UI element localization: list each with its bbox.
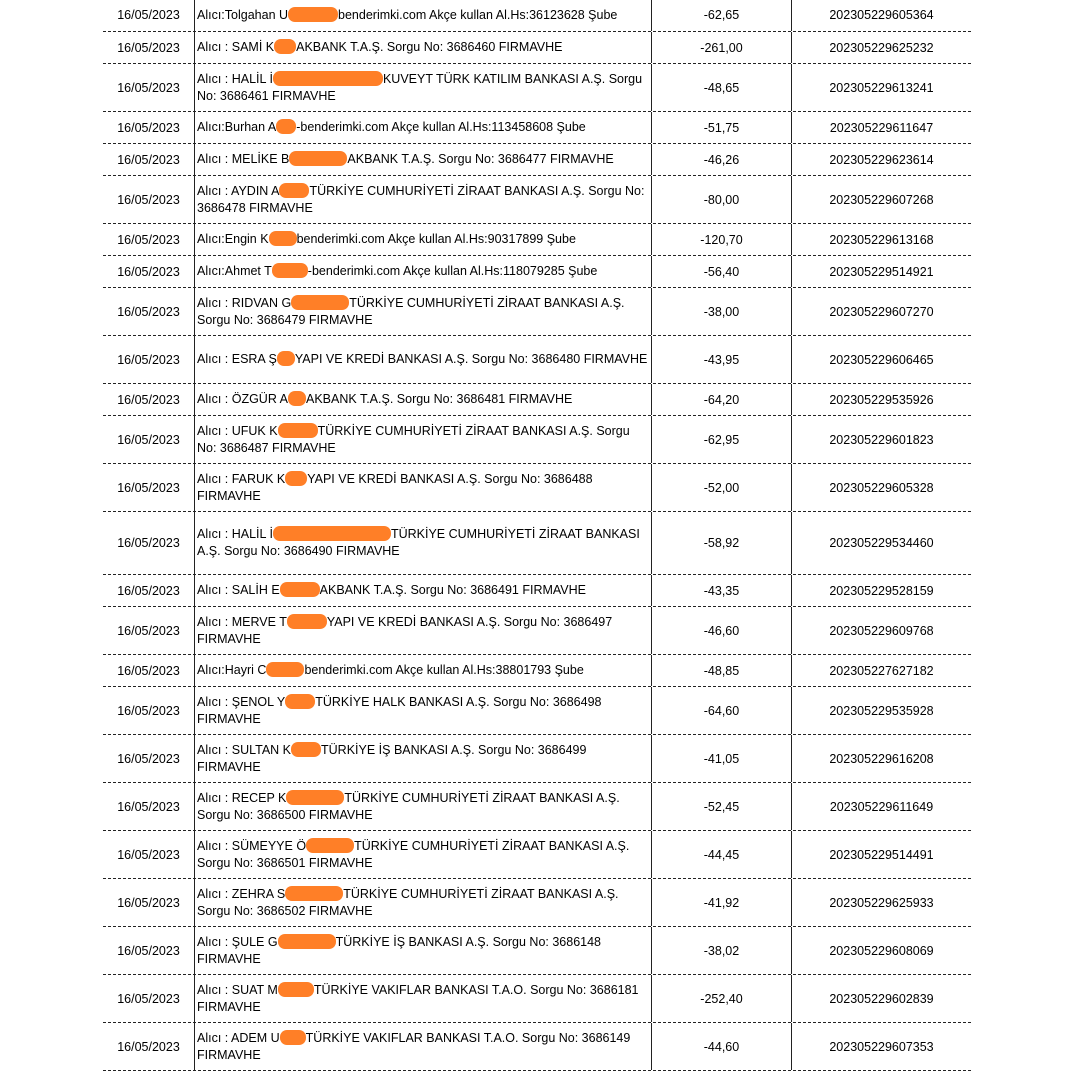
reference-cell: 202305229607270 [829,304,934,319]
reference-cell: 202305229625232 [829,40,934,55]
description-text [197,526,649,560]
amount-cell: -38,00 [652,288,792,335]
reference-cell: 202305229616208 [829,751,934,766]
amount-cell: -44,60 [652,1023,792,1070]
redaction-mark [273,526,391,541]
reference-cell: 202305229535926 [829,392,934,407]
reference-cell: 202305229514491 [829,847,934,862]
date-cell: 16/05/2023 [103,336,195,383]
description-text [197,263,597,280]
reference-cell: 202305227627182 [829,663,934,678]
amount-cell: -64,60 [652,687,792,734]
date-cell: 16/05/2023 [103,1023,195,1070]
transaction-detail: YAPI VE KREDİ BANKASI A.Ş. Sorgu No: 3686480 FIRMAVHE [294,352,648,366]
reference-cell: 202305229535928 [829,703,934,718]
table-row [103,831,971,879]
recipient-prefix: Alıcı : ESRA Ş [197,352,277,366]
description-text [197,886,649,920]
reference-cell: 202305229625933 [829,895,934,910]
redaction-mark [306,838,354,853]
date-cell: 16/05/2023 [103,416,195,463]
table-row [103,575,971,607]
date-cell: 16/05/2023 [103,0,195,31]
recipient-prefix: Alıcı : SÜMEYYE Ö [197,838,307,853]
amount-cell: -48,65 [652,64,792,111]
redaction-mark [266,662,304,677]
redaction-mark [277,351,295,366]
transaction-detail: benderimki.com Akçe kullan Al.Hs:90317899 Şube [296,232,576,246]
description-cell [195,927,652,974]
table-row [103,336,971,384]
redaction-mark [280,582,320,597]
description-text [197,423,649,457]
reference-cell: 202305229534460 [829,536,934,550]
description-cell [195,512,652,574]
amount-cell: -80,00 [652,176,792,223]
recipient-prefix: Alıcı : SULTAN K [197,742,292,757]
description-cell [195,176,652,223]
table-row [103,416,971,464]
recipient-prefix: Alıcı:Hayri C [197,663,267,677]
transaction-detail: YAPI VE KREDİ BANKASI A.Ş. Sorgu No: 3686497 FIRMAVHE [197,614,613,646]
reference-cell: 202305229607353 [829,1039,934,1054]
reference-cell: 202305229605364 [829,8,934,22]
recipient-prefix: Alıcı : ÖZGÜR A [197,392,288,406]
recipient-prefix: Alıcı : ŞENOL Y [197,694,286,709]
table-row [103,64,971,112]
transaction-detail: AKBANK T.A.Ş. Sorgu No: 3686481 FIRMAVHE [306,392,573,406]
table-row [103,655,971,687]
description-cell [195,831,652,878]
redaction-mark [291,742,321,757]
amount-cell: -56,40 [652,256,792,287]
date-cell: 16/05/2023 [103,464,195,511]
amount-cell: -46,26 [652,144,792,175]
date-cell: 16/05/2023 [103,735,195,782]
description-cell [195,224,652,255]
recipient-prefix: Alıcı:Engin K [197,232,269,246]
table-row [103,607,971,655]
transaction-detail: TÜRKİYE CUMHURİYETİ ZİRAAT BANKASI A.Ş. Sorgu No: 3686479 FIRMAVHE [197,295,625,327]
reference-cell: 202305229609768 [829,623,934,638]
description-cell [195,384,652,415]
date-cell: 16/05/2023 [103,144,195,175]
transaction-detail: KUVEYT TÜRK KATILIM BANKASI A.Ş. Sorgu No: 3686461 FIRMAVHE [197,71,643,103]
date-cell: 16/05/2023 [103,607,195,654]
transaction-detail: TÜRKİYE VAKIFLAR BANKASI T.A.O. Sorgu No: 3686149 FIRMAVHE [197,1030,631,1062]
table-row [103,384,971,416]
redaction-mark [278,982,314,997]
table-row [103,512,971,575]
description-text [197,71,649,105]
redaction-mark [278,423,318,438]
recipient-prefix: Alıcı : MELİKE B [197,152,290,166]
table-row [103,112,971,144]
date-cell: 16/05/2023 [103,512,195,574]
date-cell: 16/05/2023 [103,64,195,111]
recipient-prefix: Alıcı : AYDIN A [197,183,280,198]
reference-cell: 202305229611649 [829,799,934,814]
transaction-detail: TÜRKİYE CUMHURİYETİ ZİRAAT BANKASI A.Ş. Sorgu No: 3686478 FIRMAVHE [197,183,645,215]
table-row [103,0,971,32]
transaction-detail: TÜRKİYE CUMHURİYETİ ZİRAAT BANKASI A.Ş. Sorgu No: 3686490 FIRMAVHE [197,527,640,558]
transaction-detail: TÜRKİYE CUMHURİYETİ ZİRAAT BANKASI A.Ş. Sorgu No: 3686500 FIRMAVHE [197,790,620,822]
amount-cell: -252,40 [652,975,792,1022]
table-row [103,1023,971,1071]
amount-cell: -261,00 [652,32,792,63]
amount-cell: -58,92 [652,512,792,574]
redaction-mark [278,934,336,949]
table-row [103,144,971,176]
description-cell [195,32,652,63]
description-text [197,119,586,136]
reference-cell: 202305229601823 [829,432,934,447]
description-text [197,351,647,368]
recipient-prefix: Alıcı : SUAT M [197,982,278,997]
table-row [103,687,971,735]
amount-cell: -52,45 [652,783,792,830]
statement-table [103,0,971,1071]
description-cell [195,975,652,1022]
date-cell: 16/05/2023 [103,224,195,255]
description-text [197,790,649,824]
transaction-detail: -benderimki.com Akçe kullan Al.Hs:113458608 Şube [296,120,586,134]
redaction-mark [285,471,307,486]
recipient-prefix: Alıcı : FARUK K [197,471,286,486]
transaction-detail: TÜRKİYE VAKIFLAR BANKASI T.A.O. Sorgu No: 3686181 FIRMAVHE [197,982,639,1014]
description-text [197,982,649,1016]
description-cell [195,0,652,31]
recipient-prefix: Alıcı : ŞULE G [197,934,278,949]
amount-cell: -41,92 [652,879,792,926]
amount-cell: -44,45 [652,831,792,878]
redaction-mark [286,790,344,805]
amount-cell: -52,00 [652,464,792,511]
transaction-detail: benderimki.com Akçe kullan Al.Hs:38801793 Şube [304,663,584,677]
description-text [197,742,649,776]
recipient-prefix: Alıcı:Ahmet T [197,264,272,278]
transaction-detail: -benderimki.com Akçe kullan Al.Hs:118079285 Şube [307,264,598,278]
recipient-prefix: Alıcı : HALİL İ [197,71,273,86]
description-text [197,231,576,248]
transaction-detail: benderimki.com Akçe kullan Al.Hs:36123628 Şube [338,7,618,22]
redaction-mark [269,231,297,246]
reference-cell: 202305229605328 [829,480,934,495]
amount-cell: -120,70 [652,224,792,255]
redaction-mark [288,391,306,406]
reference-cell: 202305229602839 [829,991,934,1006]
description-cell [195,607,652,654]
amount-cell: -43,95 [652,336,792,383]
redaction-mark [291,295,349,310]
date-cell: 16/05/2023 [103,256,195,287]
description-cell [195,735,652,782]
description-text [197,183,649,217]
date-cell: 16/05/2023 [103,783,195,830]
recipient-prefix: Alıcı:Tolgahan U [197,7,289,22]
date-cell: 16/05/2023 [103,575,195,606]
table-row [103,783,971,831]
reference-cell: 202305229528159 [829,583,934,598]
transaction-detail: TÜRKİYE CUMHURİYETİ ZİRAAT BANKASI A.Ş. Sorgu No: 3686487 FIRMAVHE [197,423,630,455]
table-row [103,464,971,512]
table-row [103,32,971,64]
table-row [103,879,971,927]
recipient-prefix: Alıcı : ADEM U [197,1030,280,1045]
description-text [197,391,572,408]
recipient-prefix: Alıcı : UFUK K [197,423,278,438]
description-text [197,694,649,728]
amount-cell: -51,75 [652,112,792,143]
table-row [103,927,971,975]
description-text [197,614,649,648]
date-cell: 16/05/2023 [103,687,195,734]
date-cell: 16/05/2023 [103,831,195,878]
redaction-mark [274,39,296,54]
description-text [197,7,617,24]
table-row [103,288,971,336]
description-text [197,39,562,56]
description-cell [195,879,652,926]
redaction-mark [272,263,308,278]
table-row [103,256,971,288]
redaction-mark [289,151,347,166]
recipient-prefix: Alıcı : SAMİ K [197,40,275,54]
transaction-detail: TÜRKİYE HALK BANKASI A.Ş. Sorgu No: 3686498 FIRMAVHE [197,694,602,726]
date-cell: 16/05/2023 [103,927,195,974]
description-text [197,582,586,599]
description-cell [195,112,652,143]
transaction-detail: TÜRKİYE CUMHURİYETİ ZİRAAT BANKASI A.Ş. Sorgu No: 3686502 FIRMAVHE [197,886,619,918]
redaction-mark [276,119,296,134]
description-text [197,471,649,505]
reference-cell: 202305229613241 [829,80,934,95]
date-cell: 16/05/2023 [103,32,195,63]
description-text [197,295,649,329]
redaction-mark [287,614,327,629]
description-cell [195,783,652,830]
reference-cell: 202305229607268 [829,192,934,207]
transaction-detail: TÜRKİYE CUMHURİYETİ ZİRAAT BANKASI A.Ş. Sorgu No: 3686501 FIRMAVHE [197,838,630,870]
date-cell: 16/05/2023 [103,112,195,143]
reference-cell: 202305229611647 [829,120,934,135]
amount-cell: -43,35 [652,575,792,606]
reference-cell: 202305229608069 [829,943,934,958]
recipient-prefix: Alıcı : RIDVAN G [197,295,292,310]
redaction-mark [280,1030,306,1045]
redaction-mark [273,71,383,86]
description-cell [195,655,652,686]
description-cell [195,1023,652,1070]
description-cell [195,687,652,734]
description-text [197,1030,649,1064]
amount-cell: -62,65 [652,0,792,31]
transaction-detail: YAPI VE KREDİ BANKASI A.Ş. Sorgu No: 3686488 FIRMAVHE [197,471,593,503]
table-row [103,176,971,224]
transaction-detail: TÜRKİYE İŞ BANKASI A.Ş. Sorgu No: 3686499 FIRMAVHE [197,742,587,774]
description-text [197,662,584,679]
reference-cell: 202305229514921 [829,264,934,279]
amount-cell: -46,60 [652,607,792,654]
reference-cell: 202305229606465 [829,352,934,367]
description-text [197,934,649,968]
description-cell [195,256,652,287]
recipient-prefix: Alıcı : MERVE T [197,614,287,629]
amount-cell: -38,02 [652,927,792,974]
transaction-detail: AKBANK T.A.Ş. Sorgu No: 3686460 FIRMAVHE [296,40,563,54]
reference-cell: 202305229623614 [829,152,934,167]
description-cell [195,288,652,335]
amount-cell: -41,05 [652,735,792,782]
description-text [197,838,649,872]
description-cell [195,464,652,511]
redaction-mark [288,7,338,22]
description-cell [195,336,652,383]
recipient-prefix: Alıcı : HALİL İ [197,527,273,541]
amount-cell: -48,85 [652,655,792,686]
reference-cell: 202305229613168 [829,232,934,247]
table-row [103,735,971,783]
description-text [197,151,614,168]
recipient-prefix: Alıcı:Burhan A [197,120,277,134]
recipient-prefix: Alıcı : SALİH E [197,583,280,597]
date-cell: 16/05/2023 [103,288,195,335]
redaction-mark [285,886,343,901]
transaction-detail: AKBANK T.A.Ş. Sorgu No: 3686477 FIRMAVHE [347,152,614,166]
description-cell [195,64,652,111]
date-cell: 16/05/2023 [103,655,195,686]
description-cell [195,575,652,606]
date-cell: 16/05/2023 [103,975,195,1022]
table-row [103,224,971,256]
date-cell: 16/05/2023 [103,879,195,926]
date-cell: 16/05/2023 [103,176,195,223]
date-cell: 16/05/2023 [103,384,195,415]
redaction-mark [279,183,309,198]
table-row [103,975,971,1023]
amount-cell: -64,20 [652,384,792,415]
amount-cell: -62,95 [652,416,792,463]
transaction-detail: AKBANK T.A.Ş. Sorgu No: 3686491 FIRMAVHE [319,583,586,597]
description-cell [195,144,652,175]
recipient-prefix: Alıcı : ZEHRA S [197,886,286,901]
recipient-prefix: Alıcı : RECEP K [197,790,287,805]
redaction-mark [285,694,315,709]
description-cell [195,416,652,463]
transaction-detail: TÜRKİYE İŞ BANKASI A.Ş. Sorgu No: 3686148 FIRMAVHE [197,934,602,966]
